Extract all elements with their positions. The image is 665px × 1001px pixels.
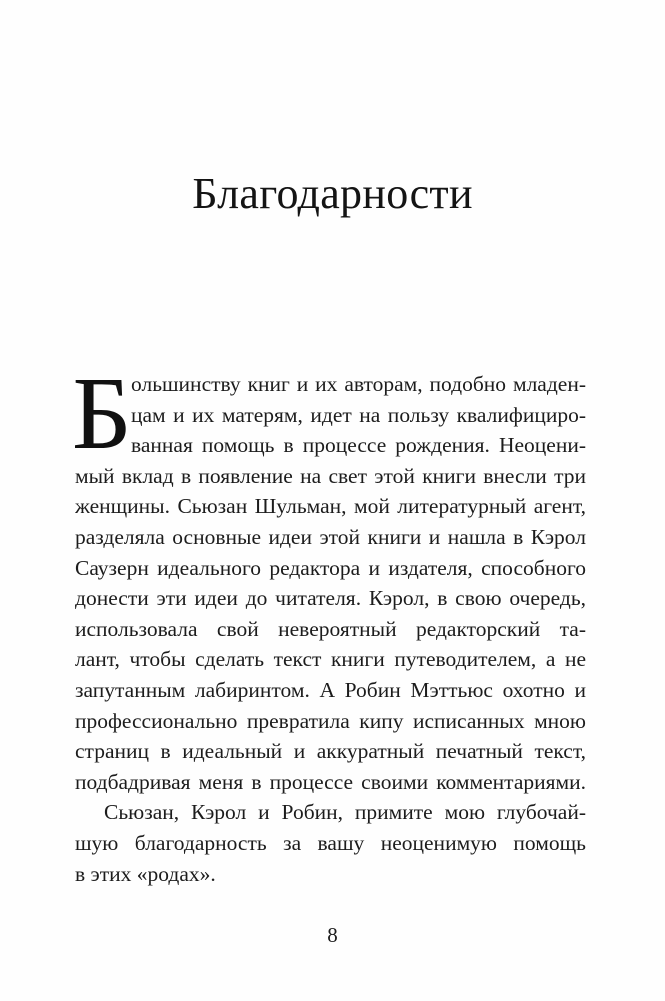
text-line: страниц в идеальный и аккуратный печатный текст,	[75, 739, 586, 764]
text-line: разделяла основные идеи этой книги и нашла в Кэрол	[75, 524, 586, 549]
text-line: цам и их матерям, идет на пользу квалифициро-	[131, 402, 586, 427]
text-line: запутанным лабиринтом. А Робин Мэттьюс охотно и	[75, 677, 586, 702]
text-line: донести эти идеи до читателя. Кэрол, в свою очередь,	[75, 586, 586, 611]
text-line: лант, чтобы сделать текст книги путеводителем, а не	[75, 647, 586, 672]
text-line: женщины. Сьюзан Шульман, мой литературный агент,	[75, 494, 586, 519]
chapter-title: Благодарности	[192, 169, 473, 218]
paragraph-2	[75, 797, 586, 889]
text-line: Саузерн идеального редактора и издателя, способного	[75, 555, 586, 580]
body-text	[75, 369, 586, 889]
text-line: в этих «родах».	[75, 861, 216, 886]
paragraph-1	[75, 369, 586, 797]
text-line: ванная помощь в процессе рождения. Неоцени-	[131, 433, 586, 458]
drop-cap: Б	[72, 356, 132, 471]
text-line: Сьюзан, Кэрол и Робин, примите мою глубочай-	[104, 800, 586, 825]
text-line: подбадривая меня в процессе своими комментариями.	[75, 769, 586, 794]
text-line: шую благодарность за вашу неоценимую помощь	[75, 830, 586, 855]
text-line: ольшинству книг и их авторам, подобно младен-	[131, 372, 586, 396]
text-line: использовала свой невероятный редакторский та-	[75, 616, 586, 641]
text-line: мый вклад в появление на свет этой книги внесли три	[75, 463, 586, 488]
text-line: профессионально превратила кипу исписанных мною	[75, 708, 586, 733]
page-number: 8	[327, 923, 338, 947]
